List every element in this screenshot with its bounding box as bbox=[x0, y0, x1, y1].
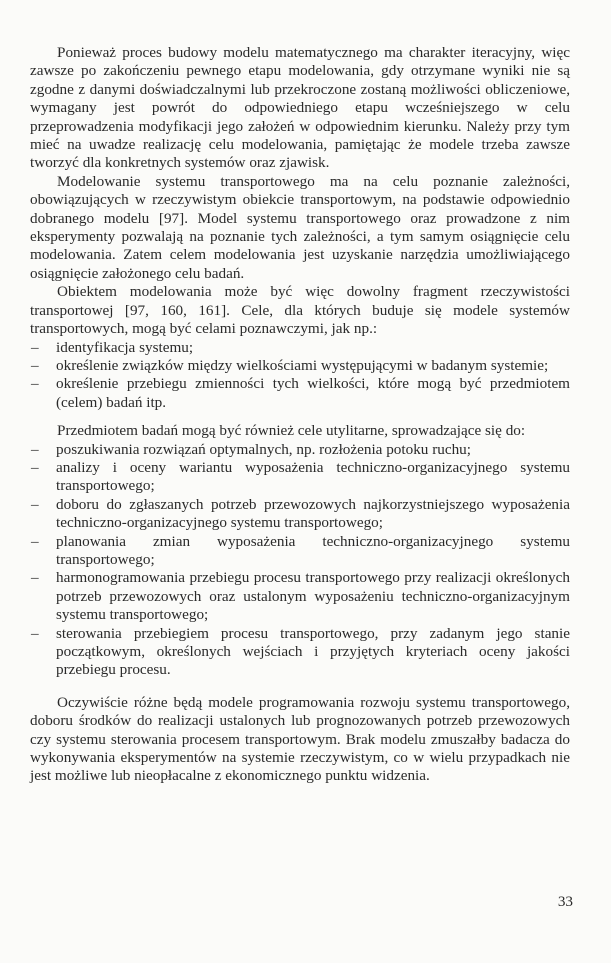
paragraph-conclusion: Oczywiście różne będą modele programowania rozwoju systemu transportowego, doboru środków do realizacji ustalonych lub prognozowanych potrzeb przewozowych czy systemu sterowania procesem transportowym. Brak modelu zmuszałby badacza do wykonywania eksperymentów na systemie rzeczywistym, co w wielu przypadkach nie jest możliwe lub nieopłacalne z ekonomicznego punktu widzenia. bbox=[30, 693, 570, 785]
list-item: – doboru do zgłaszanych potrzeb przewozowych najkorzystniejszego wyposażenia techniczno-organizacyjnego systemu transportowego; bbox=[30, 496, 570, 533]
list-item: – poszukiwania rozwiązań optymalnych, np. rozłożenia potoku ruchu; bbox=[30, 441, 570, 459]
list-item: – sterowania przebiegiem procesu transportowego, przy zadanym jego stanie początkowym, określonych wejściach i przyjętych kryteriach oceny jakości przebiegu procesu. bbox=[30, 625, 570, 680]
body-text bbox=[30, 44, 570, 786]
list-item: – analizy i oceny wariantu wyposażenia techniczno-organizacyjnego systemu transportowego; bbox=[30, 459, 570, 496]
utilitarian-goals-list bbox=[30, 441, 570, 680]
cognitive-goals-list bbox=[30, 339, 570, 413]
list-item: – planowania zmian wyposażenia techniczno-organizacyjnego systemu transportowego; bbox=[30, 533, 570, 570]
paragraph-utilitarian-goals: Przedmiotem badań mogą być również cele utylitarne, sprowadzające się do: bbox=[57, 422, 526, 440]
page-number: 33 bbox=[557, 893, 573, 910]
paragraph-iterative-process: Ponieważ proces budowy modelu matematycznego ma charakter iteracyjny, więc zawsze po zakończeniu pewnego etapu modelowania, gdy otrzymane wyniki nie są zgodne z danymi doświadczalnymi lub przekroczone zostaną możliwości obliczeniowe, wymagany jest powrót do odpowiedniego etapu wcześniejszego w celu przeprowadzenia modyfikacji jego założeń w odpowiednim kierunku. Należy przy tym mieć na uwadze realizację celu modelowania, pamiętając że modele trzeba zawsze tworzyć dla konkretnych systemów oraz zjawisk. bbox=[30, 44, 570, 172]
paragraph-modeling-goal: Modelowanie systemu transportowego ma na celu poznanie zależności, obowiązujących w rzeczywistym obiekcie transportowym, na podstawie odpowiednio dobranego modelu [97]. Model systemu transportowego oraz prowadzone z nim eksperymenty pozwalają na poznanie tych zależności, a tym samym osiągnięcie celu modelowania. Zatem celem modelowania jest uzyskanie narzędzia umożliwiającego osiągnięcie założonego celu badań. bbox=[30, 172, 570, 282]
list-item: – identyfikacja systemu; bbox=[30, 339, 570, 357]
list-item: – określenie związków między wielkościami występującymi w badanym systemie; bbox=[30, 357, 570, 375]
list-item: – harmonogramowania przebiegu procesu transportowego przy realizacji określonych potrzeb przewozowych oraz ustalonym wyposażeniu techniczno-organizacyjnym systemu transportowego; bbox=[30, 569, 570, 624]
paragraph-modeling-object: Obiektem modelowania może być więc dowolny fragment rzeczywistości transportowej [97, 160, 161]. Cele, dla których buduje się modele systemów transportowych, mogą być celami poznawczymi, jak np.: bbox=[30, 283, 570, 338]
list-item: – określenie przebiegu zmienności tych wielkości, które mogą być przedmiotem (celem) badań itp. bbox=[30, 375, 570, 412]
